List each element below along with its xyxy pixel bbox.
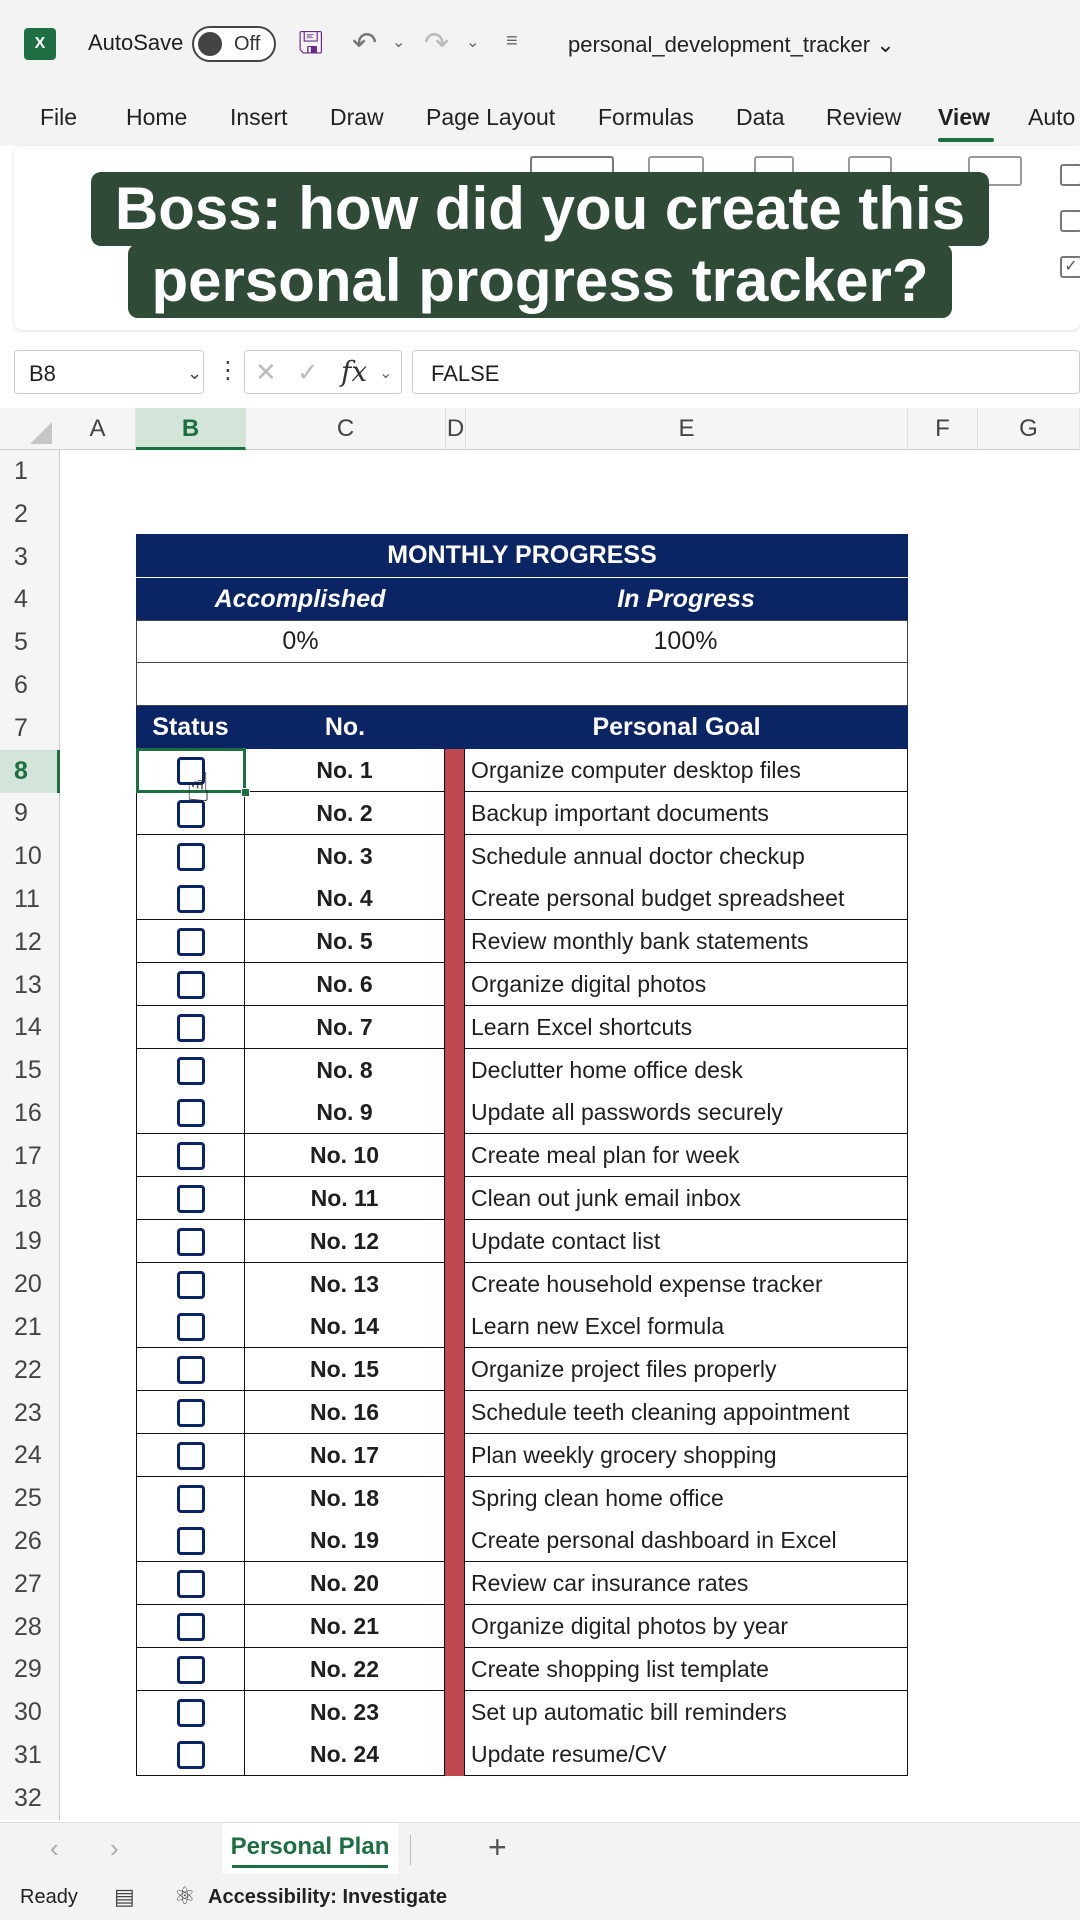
table-row	[136, 1348, 908, 1391]
redo-icon[interactable]: ↷	[424, 27, 450, 60]
select-all-icon	[30, 422, 52, 444]
gridlines-checkbox[interactable]: ✓	[1060, 256, 1080, 278]
number-header: No.	[245, 706, 445, 749]
goal-text[interactable]: Create personal dashboard in Excel	[464, 1519, 908, 1562]
row-header[interactable]: 28	[14, 1612, 42, 1641]
undo-dropdown-icon[interactable]: ⌄	[392, 34, 406, 51]
accent-bar	[445, 749, 464, 792]
more-options-icon[interactable]: ⋮	[216, 357, 240, 384]
status-cell[interactable]	[136, 1049, 245, 1092]
goal-number: No. 20	[245, 1562, 445, 1605]
accent-bar	[445, 1691, 464, 1734]
add-sheet-button[interactable]: +	[488, 1829, 507, 1865]
sheet-tab-bar	[0, 1822, 1080, 1874]
column-header-f[interactable]: F	[908, 408, 978, 450]
status-cell[interactable]	[136, 1348, 245, 1391]
caption-line-1: Boss: how did you create this	[91, 172, 989, 246]
goal-number: No. 24	[245, 1733, 445, 1776]
status-checkbox[interactable]	[177, 1228, 205, 1256]
ribbon-tabs	[0, 90, 1080, 146]
goal-number: No. 18	[245, 1477, 445, 1520]
row-header[interactable]: 4	[14, 585, 28, 614]
table-row	[136, 1177, 908, 1220]
goal-text[interactable]: Clean out junk email inbox	[464, 1177, 908, 1220]
row-header[interactable]: 29	[14, 1655, 42, 1684]
row-header[interactable]: 7	[14, 713, 28, 742]
save-icon[interactable]: 🖫	[298, 27, 324, 60]
name-box[interactable]	[14, 350, 204, 394]
row-header[interactable]: 30	[14, 1698, 42, 1727]
goal-text[interactable]: Learn new Excel formula	[464, 1305, 908, 1348]
accent-bar	[445, 1519, 464, 1562]
toggle-knob	[198, 32, 222, 56]
row-header[interactable]: 6	[14, 671, 28, 699]
goal-text[interactable]: Review car insurance rates	[464, 1562, 908, 1605]
accent-bar	[445, 1562, 464, 1605]
status-cell[interactable]	[136, 1733, 245, 1776]
row-header[interactable]: 12	[14, 927, 42, 956]
status-checkbox[interactable]	[177, 1527, 205, 1555]
accomplished-value[interactable]: 0%	[136, 620, 465, 663]
table-row	[136, 1305, 908, 1348]
table-row	[136, 920, 908, 963]
goal-number: No. 13	[245, 1263, 445, 1306]
accent-bar	[445, 1434, 464, 1477]
row-header[interactable]: 23	[14, 1398, 42, 1427]
status-cell[interactable]	[136, 1519, 245, 1562]
chevron-down-icon: ⌄	[876, 32, 895, 57]
goal-text[interactable]: Backup important documents	[464, 792, 908, 835]
status-cell[interactable]	[136, 1562, 245, 1605]
status-checkbox[interactable]	[177, 1699, 205, 1727]
accent-bar	[445, 1006, 464, 1049]
cancel-icon[interactable]: ✕	[255, 357, 277, 387]
goal-text[interactable]: Update contact list	[464, 1220, 908, 1263]
document-title[interactable]	[568, 32, 895, 58]
accent-bar	[445, 877, 464, 920]
status-cell[interactable]	[136, 1091, 245, 1134]
status-cell[interactable]	[136, 1605, 245, 1648]
status-checkbox[interactable]	[177, 1185, 205, 1213]
status-cell[interactable]	[136, 835, 245, 878]
in-progress-value[interactable]: 100%	[464, 620, 908, 663]
tab-divider	[410, 1835, 411, 1865]
status-checkbox[interactable]	[177, 1271, 205, 1299]
autosave-state: Off	[234, 33, 261, 55]
excel-logo-icon: X	[24, 28, 56, 60]
formula-value: FALSE	[431, 361, 500, 386]
status-cell[interactable]	[136, 1220, 245, 1263]
goal-number: No. 7	[245, 1006, 445, 1049]
status-cell[interactable]	[136, 1477, 245, 1520]
fill-handle[interactable]	[241, 788, 250, 797]
status-checkbox[interactable]	[177, 843, 205, 871]
row-header[interactable]: 31	[14, 1741, 42, 1769]
status-cell[interactable]	[136, 1434, 245, 1477]
table-row	[136, 749, 908, 792]
goal-text[interactable]: Spring clean home office	[464, 1477, 908, 1520]
table-row	[136, 1134, 908, 1177]
status-checkbox[interactable]	[177, 1399, 205, 1427]
tab-formulas[interactable]: Formulas	[598, 104, 694, 130]
tab-file[interactable]: File	[40, 104, 78, 130]
accent-bar	[445, 1605, 464, 1648]
chevron-down-icon: ⌄	[187, 363, 203, 383]
accent-bar	[445, 1220, 464, 1263]
goal-number: No. 17	[245, 1434, 445, 1477]
goal-text[interactable]: Organize digital photos by year	[464, 1605, 908, 1648]
goal-text[interactable]: Schedule teeth cleaning appointment	[464, 1391, 908, 1434]
enter-icon[interactable]: ✓	[297, 357, 319, 387]
status-bar	[0, 1874, 1080, 1920]
goal-number: No. 1	[245, 749, 445, 792]
status-cell[interactable]	[136, 920, 245, 963]
goal-number: No. 14	[245, 1305, 445, 1348]
goal-text[interactable]: Learn Excel shortcuts	[464, 1006, 908, 1049]
tab-home[interactable]: Home	[126, 104, 188, 130]
status-checkbox[interactable]	[177, 1014, 205, 1042]
document-title-text: personal_development_tracker	[568, 32, 871, 57]
accent-bar	[445, 1134, 464, 1177]
row-header[interactable]: 32	[14, 1783, 42, 1812]
table-row	[136, 1733, 908, 1776]
status-cell[interactable]	[136, 1648, 245, 1691]
accent-bar	[445, 963, 464, 1006]
undo-icon[interactable]: ↶	[352, 27, 378, 60]
goal-number: No. 12	[245, 1220, 445, 1263]
formula-tools	[244, 350, 402, 394]
chevron-down-icon: ⌄	[379, 365, 393, 382]
accent-bar	[445, 920, 464, 963]
cell-reference: B8	[29, 361, 56, 386]
table-row	[136, 1220, 908, 1263]
goal-number: No. 15	[245, 1348, 445, 1391]
table-row	[136, 1049, 908, 1092]
goal-number: No. 8	[245, 1049, 445, 1092]
formula-bar	[0, 346, 1080, 400]
goal-text[interactable]: Set up automatic bill reminders	[464, 1691, 908, 1734]
tab-draw[interactable]: Draw	[330, 104, 384, 130]
status-cell[interactable]	[136, 963, 245, 1006]
table-row	[136, 1562, 908, 1605]
status-checkbox[interactable]	[177, 1741, 205, 1769]
goal-text[interactable]: Create shopping list template	[464, 1648, 908, 1691]
spacer-row	[136, 663, 908, 706]
goal-number: No. 21	[245, 1605, 445, 1648]
row-header[interactable]: 27	[14, 1569, 42, 1598]
goal-text[interactable]: Organize project files properly	[464, 1348, 908, 1391]
table-row	[136, 1006, 908, 1049]
goal-text[interactable]: Create meal plan for week	[464, 1134, 908, 1177]
active-sheet-indicator	[232, 1865, 388, 1868]
row-header[interactable]: 21	[14, 1313, 42, 1341]
row-header[interactable]: 26	[14, 1527, 42, 1555]
accent-bar	[445, 792, 464, 835]
status-checkbox[interactable]	[177, 1313, 205, 1341]
accomplished-label: Accomplished	[136, 577, 464, 620]
status-checkbox[interactable]	[177, 1057, 205, 1085]
table-row	[136, 835, 908, 878]
row-header[interactable]: 1	[14, 457, 28, 485]
insert-function-icon[interactable]: fx	[341, 355, 368, 388]
accessibility-icon[interactable]: ⚛	[174, 1883, 196, 1910]
row-header[interactable]: 22	[14, 1355, 42, 1384]
status-cell[interactable]	[136, 1263, 245, 1306]
row-header[interactable]: 5	[14, 628, 28, 657]
workbook-statistics-icon[interactable]: ▤	[114, 1884, 135, 1909]
accent-bar	[445, 1263, 464, 1306]
row-header[interactable]: 13	[14, 970, 42, 999]
row-header[interactable]: 25	[14, 1484, 42, 1513]
accent-bar	[445, 1391, 464, 1434]
row-header[interactable]: 20	[14, 1270, 42, 1299]
status-checkbox[interactable]	[177, 1485, 205, 1513]
sheet-tab-personal-plan[interactable]: Personal Plan	[222, 1823, 398, 1875]
column-header-d[interactable]: D	[446, 408, 466, 450]
status-checkbox[interactable]	[177, 1656, 205, 1684]
accent-bar	[445, 1648, 464, 1691]
accent-bar	[445, 1177, 464, 1220]
select-all-corner[interactable]	[0, 408, 60, 450]
caption-line-2: personal progress tracker?	[128, 244, 953, 318]
row-header[interactable]: 19	[14, 1227, 42, 1256]
status-ready: Ready	[20, 1886, 78, 1908]
table-row	[136, 792, 908, 835]
column-header-b[interactable]: B	[136, 408, 246, 450]
accessibility-status[interactable]: Accessibility: Investigate	[208, 1886, 447, 1908]
autosave-toggle[interactable]	[192, 26, 276, 62]
goal-text[interactable]: Review monthly bank statements	[464, 920, 908, 963]
table-row	[136, 1434, 908, 1477]
customize-toolbar-icon[interactable]: ≡	[506, 30, 518, 52]
tab-data[interactable]: Data	[736, 104, 785, 130]
tab-page-layout[interactable]: Page Layout	[426, 104, 556, 130]
status-cell[interactable]	[136, 1134, 245, 1177]
title-bar	[0, 0, 1080, 90]
status-cell[interactable]	[136, 1006, 245, 1049]
goal-number: No. 2	[245, 792, 445, 835]
row-header[interactable]: 2	[14, 499, 28, 528]
hand-cursor-icon: ☝	[186, 766, 211, 810]
tab-automate[interactable]: Auto	[1028, 104, 1076, 130]
table-row	[136, 1263, 908, 1306]
accent-bar	[445, 1091, 464, 1134]
row-headers	[0, 450, 60, 1820]
goal-number: No. 10	[245, 1134, 445, 1177]
goal-header: Personal Goal	[445, 706, 908, 749]
row-header[interactable]: 3	[14, 542, 28, 571]
video-caption	[0, 172, 1080, 318]
column-header-g[interactable]: G	[978, 408, 1080, 450]
status-header: Status	[136, 706, 245, 749]
status-checkbox[interactable]	[177, 1142, 205, 1170]
goal-number: No. 6	[245, 963, 445, 1006]
column-header-c[interactable]: C	[246, 408, 446, 450]
in-progress-label: In Progress	[464, 577, 908, 620]
row-header[interactable]: 10	[14, 842, 42, 871]
goal-number: No. 11	[245, 1177, 445, 1220]
table-row	[136, 1477, 908, 1520]
row-header[interactable]: 15	[14, 1056, 42, 1085]
tab-view[interactable]: View	[938, 104, 990, 130]
tab-insert[interactable]: Insert	[230, 104, 288, 130]
redo-dropdown-icon[interactable]: ⌄	[466, 34, 480, 51]
table-row	[136, 1091, 908, 1134]
row-header[interactable]: 14	[14, 1013, 42, 1042]
tab-review[interactable]: Review	[826, 104, 902, 130]
table-row	[136, 1519, 908, 1562]
column-header-a[interactable]: A	[60, 408, 136, 450]
status-checkbox[interactable]	[177, 928, 205, 956]
row-header[interactable]: 24	[14, 1441, 42, 1470]
goal-number: No. 22	[245, 1648, 445, 1691]
status-cell[interactable]	[136, 1305, 245, 1348]
accent-bar	[445, 835, 464, 878]
row-header[interactable]: 8	[0, 750, 60, 793]
column-header-e[interactable]: E	[466, 408, 908, 450]
status-checkbox[interactable]	[177, 971, 205, 999]
column-headers	[0, 408, 1080, 450]
chevron-right-icon[interactable]: ›	[110, 1833, 119, 1863]
table-row	[136, 1691, 908, 1734]
status-checkbox[interactable]	[177, 1356, 205, 1384]
formula-input[interactable]	[412, 350, 1080, 394]
row-header[interactable]: 9	[14, 799, 28, 828]
table-row	[136, 1391, 908, 1434]
goal-number: No. 4	[245, 877, 445, 920]
accent-bar	[445, 1305, 464, 1348]
chevron-left-icon[interactable]: ‹	[50, 1833, 59, 1863]
status-cell[interactable]	[136, 877, 245, 920]
status-checkbox[interactable]	[177, 1570, 205, 1598]
status-cell[interactable]	[136, 1177, 245, 1220]
accent-bar	[445, 1477, 464, 1520]
table-row	[136, 1605, 908, 1648]
row-header[interactable]: 11	[14, 885, 40, 913]
goal-number: No. 9	[245, 1091, 445, 1134]
row-header[interactable]: 18	[14, 1184, 42, 1213]
autosave-label: AutoSave	[88, 30, 184, 55]
goal-text[interactable]: Create household expense tracker	[464, 1263, 908, 1306]
goal-text[interactable]: Organize digital photos	[464, 963, 908, 1006]
status-checkbox[interactable]	[177, 1099, 205, 1127]
table-row	[136, 877, 908, 920]
status-checkbox[interactable]	[177, 1613, 205, 1641]
accent-bar	[445, 1733, 464, 1776]
status-checkbox[interactable]	[177, 1442, 205, 1470]
row-header[interactable]: 17	[14, 1141, 42, 1170]
goal-number: No. 5	[245, 920, 445, 963]
goal-text[interactable]: Organize computer desktop files	[464, 749, 908, 792]
row-header[interactable]: 16	[14, 1099, 42, 1127]
accent-bar	[445, 1049, 464, 1092]
status-cell[interactable]	[136, 1691, 245, 1734]
accent-bar	[445, 1348, 464, 1391]
goal-text[interactable]: Update resume/CV	[464, 1733, 908, 1776]
goal-number: No. 23	[245, 1691, 445, 1734]
status-cell[interactable]	[136, 1391, 245, 1434]
goal-text[interactable]: Create personal budget spreadsheet	[464, 877, 908, 920]
table-row	[136, 1648, 908, 1691]
monthly-progress-title: MONTHLY PROGRESS	[136, 534, 908, 577]
table-row	[136, 963, 908, 1006]
goal-text[interactable]: Update all passwords securely	[464, 1091, 908, 1134]
goal-number: No. 19	[245, 1519, 445, 1562]
goal-text[interactable]: Schedule annual doctor checkup	[464, 835, 908, 878]
goal-number: No. 16	[245, 1391, 445, 1434]
goal-text[interactable]: Declutter home office desk	[464, 1049, 908, 1092]
goal-number: No. 3	[245, 835, 445, 878]
status-checkbox[interactable]	[177, 885, 205, 913]
active-tab-indicator	[938, 138, 994, 142]
goal-text[interactable]: Plan weekly grocery shopping	[464, 1434, 908, 1477]
